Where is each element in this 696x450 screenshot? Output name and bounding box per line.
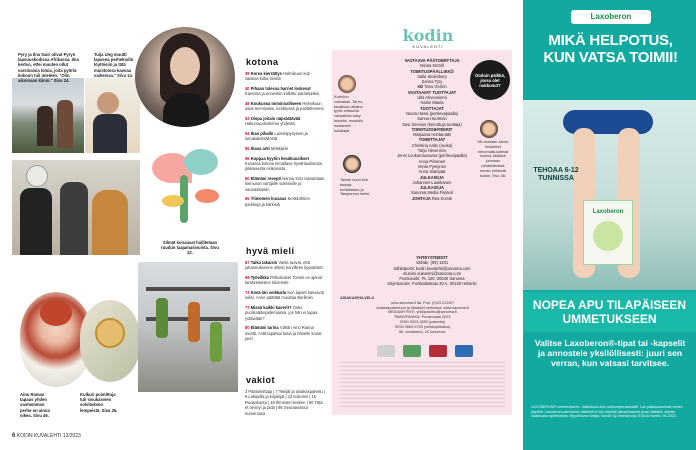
caption-silmat: Silmät koiraavat hullitetaan ruudun taajamasivuista. Sivu 22. <box>161 240 219 256</box>
photo-mountain-couple <box>12 78 84 153</box>
note-ss: 58-vuotiaan Jamin tiedotteet erinomaisuudesta kuinka Jäätävä juomaan peräkkäisissä ennen mielestä tuskin. Sivu 38. <box>477 140 509 178</box>
toc-item[interactable]: 74 Kesä-iän seikkailu Kun lapset kasvavat isiksi, Anne päättää muuttaa Berliiniin. <box>245 290 324 301</box>
note-kokeilu: Kokeilun voimakas. Tai no, kesäkuun aikana tyylin eritasolla variaatiota tatsy tuoreita, muotoilu nostaneet kuluttajat. <box>334 95 364 133</box>
cert-logo <box>455 345 473 357</box>
ad-headline: MIKÄ HELPOTUS, KUN VATSA TOIMII! <box>543 32 678 66</box>
photo-family <box>12 160 140 255</box>
imprint-service: ASIAKASPALVELU oma.sanoma.fi tai, Puh. (0)23 21232* Asiakaspalveluun ja tilaukset verkossa: www.sanoma.fi MEDIAMYYNTI: yhtiöpalvelu@sanoma.fi PAINOPAIKKA: Punamusta 2023 ISSN 0023-2653 (painettu) ISSN 2669-9753 (verkkojulkaisu) 56. vuosikerta, 24 numeroa. <box>340 296 469 334</box>
toc-item[interactable]: 65 Ylimeinen kiusaus Keskkohtien parkkeja ja kärkisiä <box>245 196 310 207</box>
imprint-contact: YHTEYSTIEDOT Vaihde: (09) 1201 Sähköposti: kodin.kuvalehti@sanoma.com etunimi.sukunimi@sanoma.com Postiosoite: PL 100, 00040 Sanoma Käyntiosoite: Porkkalankatu 20 A, 00180 Helsinki <box>387 255 477 287</box>
vakiot-heading: vakiot <box>246 375 276 385</box>
vakiot-text: 3 Päätoimittaja | 7 Tekijät ja asiakaspalvelu | 8 Lukijoilta ja kirjailijat | 12 Kolumni | 16 Ruokakunta | 38 Ihmisten kesken | 90 Tätä et tiennyt ja pidä | 95 Seuraavassa numerossa <box>245 389 325 416</box>
toc-item[interactable]: 60 Elämäni resepti Nanna Sois taivutetaan kiemuran vartijalle sokerisille ja saunaskaisiin <box>245 176 325 192</box>
caption-aino: Aino Raman tapaus yhden vanhemman perhe on ainoa oikea. Sivu 46. <box>20 392 50 418</box>
issue-label: KODIN KUVALEHTI 13/2023 <box>16 433 81 439</box>
fine-print-block <box>340 362 505 407</box>
toc-item[interactable]: 55 Ihana arki Mökkijelo <box>245 146 289 151</box>
page-number: 6 <box>12 433 16 439</box>
page-footer <box>12 433 81 439</box>
photo-staff-1 <box>338 75 356 93</box>
ad-package <box>583 200 633 265</box>
toc-item[interactable]: 40 Pihaan tulessa harriet loskevat Kasvista ja ennenkin kulkittu paratiiseiksi. <box>245 86 321 97</box>
cert-logo <box>429 345 447 357</box>
ad-fine-print: LAXOBERON® ummetukseen. Vaikuttava aine natriumpikosulfaatti. Lue pakkausseloste ennen käyttöä. Laxoberon-valmisteen lääkettä ei tule käyttää pitkäaikaisesti ilman lääkärin ohjetta. Saatavana apteekeista. Myyntiluvan haltija: Sanofi Oy. Markkinoija STADA Nordic. 04-2023. <box>531 405 683 419</box>
photo-woman-child <box>85 78 140 153</box>
toc-item[interactable]: 68 Työvilkka Pelkokuiset Tommi on ajanut kesävieteisten kilometrit <box>245 275 323 286</box>
hyvamieli-list <box>245 260 325 346</box>
cert-logo <box>403 345 421 357</box>
toc-item[interactable]: 52 Oispa joitain näpräätävää Hakumuodostelma yhdestä. <box>245 116 301 127</box>
caption-tuija: Tuija Ung muutti lapsena perhekodin löytöisiin ja tätä muistoissa kasvaa vaiheissa." Sivu 14. <box>94 52 134 78</box>
imprint-masthead: VASTAAVA PÄÄTOIMITTAJA Minna McGill TOIMITUSPÄÄLLIKKÖ Saila Stolesbury Sanna Tyry AD Tanu Gerlon VASTAAVAT TUOTTAJAT Ulla Ahvenniemi Hanni Maula TUOTTAJAT Noora Hassi (perhevapaalla) Sanna Huotman Suvi Sirenius (kerrottuja tuottaja) TOIMITUSSIHTEERIT Marjaana Huhtamäki TOIMITTAJAT Christina Aalto (ruoka) Tarja Hirvensiro Jenni Leukumaovaara (perhevapaalla) Anna Piirainen Venla Pyntynen Anna Silanpää JULKAISIJA Johannes Laukkanen JULKAISIJA Sanoma Media Finland JOHTAJA Rea Kurvik <box>397 58 467 201</box>
toc-item[interactable]: 54 Ihan pihalle Lainsiäpysyinen ja lomakaksisäilöstä <box>245 131 308 142</box>
illustration-flowers <box>140 145 235 235</box>
laxoberon-ad <box>523 0 696 450</box>
caption-pyry: Pyry ja Ilna Sairi olivat Pyryn lapsuuskodissa Afrikassa. Ilna kertoo, ettei muuten ollut varsinaisia lomia, joita pyöriä kokoon tuli mieleen. "Olin aikoinaan kiinni." Sivu 24. <box>18 52 79 84</box>
cert-logo <box>377 345 395 357</box>
ad-subhead: NOPEA APU TILAPÄISEEN UMMETUKSEEN <box>523 292 696 332</box>
toc-item[interactable]: 77 Missä kaikki kaverit? Onko puolisoäitiepidemiassa, jos hän ei tapaa ystäviään? <box>245 305 318 321</box>
toc-item[interactable]: 80 Elämäni tarina Vähän Aino Riama meritti, mitä tapahtui kuka ja hänelle koirat juuri. <box>245 325 322 342</box>
kodin-logo <box>398 28 458 49</box>
promo-circle: Oodoin päikkä, jossa olet nukkunut? <box>470 60 510 100</box>
hyvamieli-heading: hyvä mieli <box>246 246 295 256</box>
kotona-heading: kotona <box>246 57 279 67</box>
ad-tagline: Valitse Laxoberon®-tipat tai -kapselit ja annostele yksilöllisesti: juuri sen verran, kun vatsasi tarvitsee. <box>534 338 686 368</box>
note-tammi: Tammi nuori koti tauteja kulissistaan ja Tampereen helmi. <box>340 178 371 197</box>
logo-kuvalehti: KUVALEHTI <box>412 44 444 49</box>
ad-badge: TEHOAA 6-12 TUNNISSA <box>533 167 579 182</box>
toc-item[interactable]: 48 Koukussa toiminnalliseen Helmikuun asiat teemiseksi, keräilyssä ja parittelemme. <box>245 101 325 112</box>
photo-construction <box>138 262 238 392</box>
toc-item[interactable]: 39 Korea kierrättys Helmikuun koti -salaisia kotia seiniin <box>245 71 313 82</box>
ad-brand-logo: Laxoberon <box>571 10 651 24</box>
toc-item[interactable]: 56 Koppaa kyytiin kesäkuusikset Kuvassa kotona kimaltava hyväntuulisesta pikkaisesta esikoisista <box>245 155 322 172</box>
photo-staff-2 <box>343 155 361 173</box>
toc-item[interactable]: 67 Taika takaisin Vanla tuovat, että juhannuksenne oittein korvilleen lipputiistet. <box>245 260 324 271</box>
logo-kodin: kodin <box>402 26 454 45</box>
kotona-list <box>245 71 325 211</box>
photo-woman-portrait <box>135 27 235 127</box>
photo-kulkuri <box>80 300 140 382</box>
photo-staff-3 <box>480 120 498 138</box>
certification-logos <box>350 345 500 357</box>
ad-package-label: Laxoberon <box>592 209 624 215</box>
caption-kulkuri: Kulkuri poimittuja tuli sivukasvien solvituksen lempeistä. Sivu 26. <box>80 392 118 413</box>
